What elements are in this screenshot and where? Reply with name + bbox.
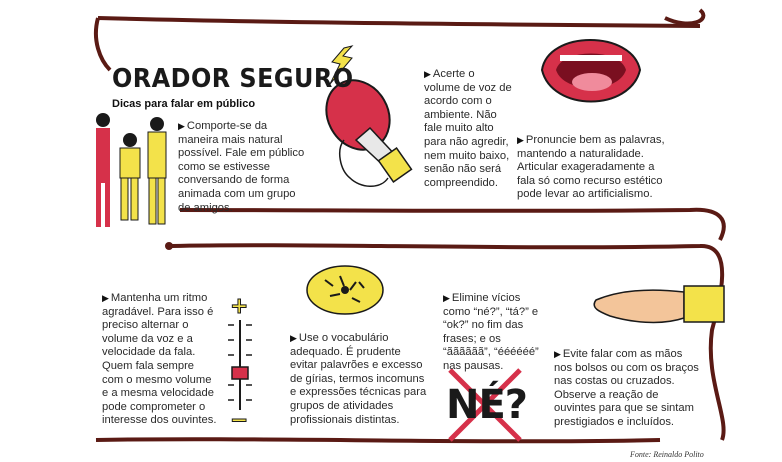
people-group-illustration <box>96 113 166 227</box>
cursing-scribble-icon <box>307 266 383 314</box>
tip-volume-voz-text: Acerte o volume de voz de acordo com o ambiente. Não fale muito alto para não agredir, nem muito baixo, senão não será compreendido. <box>424 68 512 189</box>
top-rope <box>98 18 700 26</box>
tip-ritmo <box>102 292 218 428</box>
bullet-arrow-icon: ▶ <box>554 349 561 359</box>
ne-crossed-text: NÉ? <box>446 382 528 428</box>
tip-volume-voz <box>424 68 512 190</box>
rope-end-knot <box>165 242 173 250</box>
slider-plus-label: + <box>230 294 249 319</box>
page-subtitle: Dicas para falar em público <box>112 98 256 110</box>
volume-slider-graphic <box>228 320 252 410</box>
page-title: ORADOR SEGURO <box>112 64 354 94</box>
tip-vocabulario <box>290 332 430 427</box>
tip-maos-text: Evite falar com as mãos nos bolsos ou com os braços nas costas ou cruzados. Observe a reação de ouvintes para que se sintam prestigiados e incluídos. <box>554 348 699 428</box>
source-credit: Fonte: Reinaldo Polito <box>630 450 704 459</box>
tip-vicios-text: Elimine vícios como “né?”, “tá?” e “ok?” no fim das frases; e os “ãããããã”, “éééééé” nas pausas. <box>443 292 539 372</box>
tip-vicios <box>443 292 543 374</box>
bullet-arrow-icon: ▶ <box>102 293 109 303</box>
tip-vocabulario-text: Use o vocabulário adequado. É prudente evitar palavrões e excesso de gírias, termos incomuns e expressões técnicas para grupos de atividades profissionais distintas. <box>290 332 427 426</box>
bullet-arrow-icon: ▶ <box>517 135 524 145</box>
bullet-arrow-icon: ▶ <box>424 69 431 79</box>
bottom-rope <box>96 439 660 441</box>
bullet-arrow-icon: ▶ <box>290 333 297 343</box>
tip-pronuncia <box>517 134 675 202</box>
tip-natural-text: Comporte-se da maneira mais natural possível. Fale em público como se estivesse conversando de forma animada com um grupo de amigos. <box>178 120 305 214</box>
open-mouth-illustration <box>542 40 640 102</box>
tip-pronuncia-text: Pronuncie bem as palavras, mantendo a naturalidade. Articular exageradamente a fala só como recurso estético pode levar ao artificialismo. <box>517 134 665 201</box>
tip-maos <box>554 348 700 430</box>
hand-illustration <box>594 286 724 322</box>
bullet-arrow-icon: ▶ <box>178 121 185 131</box>
bullet-arrow-icon: ▶ <box>443 293 450 303</box>
slider-minus-label: − <box>230 408 249 433</box>
tip-natural <box>178 120 306 215</box>
tip-ritmo-text: Mantenha um ritmo agradável. Para isso é preciso alternar o volume da voz e a velocidade da fala. Quem fala sempre com o mesmo volume e a mesma velocidade pode comprometer o interesse dos ouvintes. <box>102 292 217 427</box>
